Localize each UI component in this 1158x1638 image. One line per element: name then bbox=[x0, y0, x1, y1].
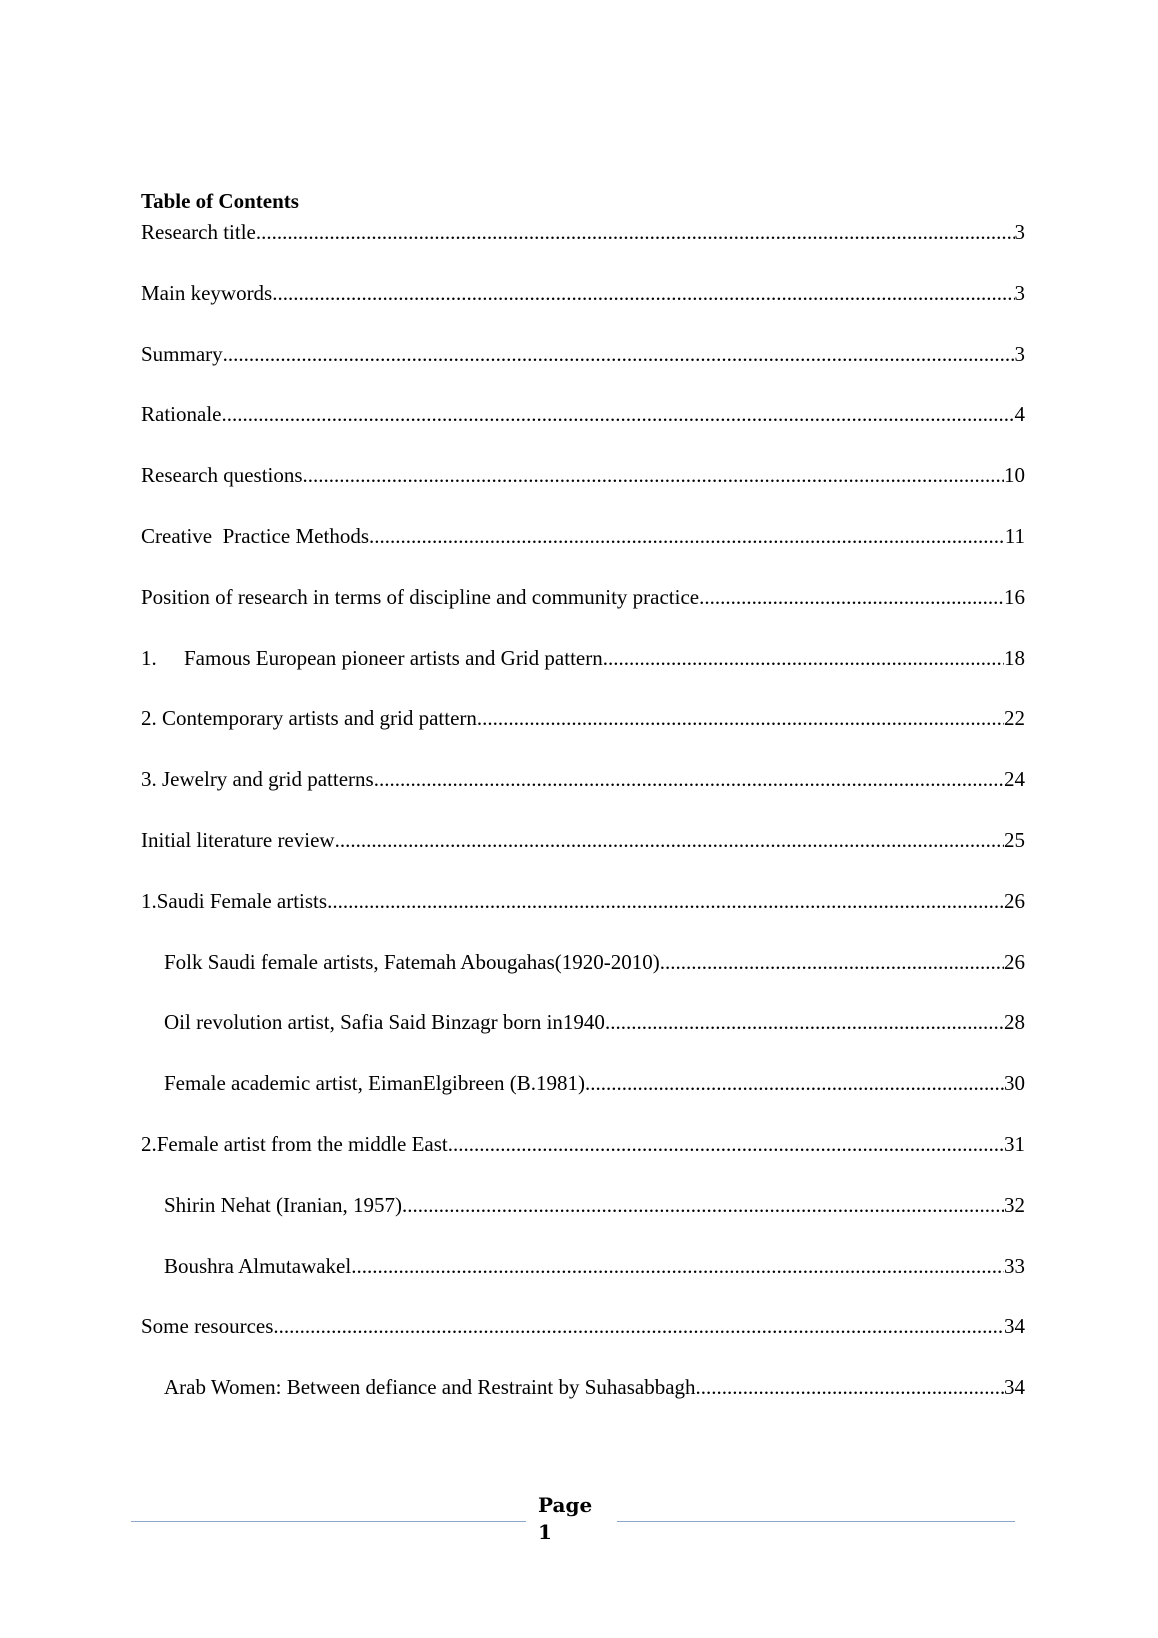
toc-entry[interactable] bbox=[164, 1007, 1025, 1037]
toc-entry[interactable] bbox=[141, 764, 1025, 794]
toc-entry[interactable] bbox=[141, 643, 1025, 673]
toc-entry[interactable] bbox=[141, 521, 1025, 551]
toc-entry[interactable] bbox=[164, 947, 1025, 977]
toc-entry-label: Rationale bbox=[141, 402, 222, 427]
toc-dot-leader bbox=[603, 643, 1004, 673]
toc-dot-leader bbox=[223, 339, 1015, 369]
toc-dot-leader bbox=[585, 1068, 1004, 1098]
toc-entry-page: 26 bbox=[1004, 888, 1025, 913]
toc-entry-page: 4 bbox=[1014, 402, 1025, 427]
toc-entry-page: 34 bbox=[1004, 1375, 1025, 1400]
toc-entry[interactable] bbox=[141, 582, 1025, 612]
footer-rule-right bbox=[617, 1521, 1015, 1522]
toc-entry-page: 22 bbox=[1004, 706, 1025, 731]
toc-entry-label: 1.Saudi Female artists bbox=[141, 888, 328, 913]
toc-entry[interactable] bbox=[141, 1129, 1025, 1159]
footer-page-number bbox=[538, 1492, 608, 1546]
toc-entry-label: Some resources bbox=[141, 1314, 274, 1339]
toc-entry[interactable] bbox=[141, 1311, 1025, 1341]
toc-entry-label: Research title bbox=[141, 220, 256, 244]
toc-entry-label: Folk Saudi female artists, Fatemah Abougahas(1920-2010) bbox=[164, 949, 660, 974]
toc-title: Table of Contents bbox=[141, 189, 299, 213]
toc-dot-leader bbox=[327, 886, 1004, 916]
toc-entry[interactable] bbox=[141, 278, 1025, 308]
toc-entry-label: Famous European pioneer artists and Grid pattern bbox=[184, 645, 603, 670]
toc-entry-label: Main keywords bbox=[141, 280, 273, 305]
toc-entry-page: 25 bbox=[1004, 828, 1025, 852]
toc-entry-page: 18 bbox=[1004, 645, 1025, 670]
toc-dot-leader bbox=[256, 217, 1015, 247]
toc-dot-leader bbox=[605, 1007, 1004, 1037]
toc-entry-page: 34 bbox=[1004, 1314, 1025, 1339]
toc-entry-page: 3 bbox=[1014, 341, 1025, 366]
toc-entry-label: Shirin Nehat (Iranian, 1957) bbox=[164, 1192, 402, 1217]
toc-entry[interactable] bbox=[164, 1068, 1025, 1098]
toc-entry[interactable] bbox=[141, 825, 1025, 855]
toc-entry-page: 3 bbox=[1014, 220, 1025, 244]
toc-entry[interactable] bbox=[141, 703, 1025, 733]
toc-dot-leader bbox=[351, 1251, 1004, 1281]
toc-dot-leader bbox=[369, 521, 1005, 551]
toc-entry-label: Oil revolution artist, Safia Said Binzagr born in1940 bbox=[164, 1010, 605, 1035]
toc-entry-label: Position of research in terms of discipline and community practice bbox=[141, 584, 700, 609]
toc-entry[interactable] bbox=[141, 886, 1025, 916]
toc-entry-number: 1. bbox=[141, 645, 157, 670]
toc-entry-page: 32 bbox=[1004, 1192, 1025, 1217]
toc-entry-label: Boushra Almutawakel bbox=[164, 1253, 352, 1278]
toc-entry-page: 11 bbox=[1004, 524, 1025, 548]
toc-entry-label: Arab Women: Between defiance and Restraint by Suhasabbagh bbox=[164, 1375, 696, 1400]
toc-dot-leader bbox=[402, 1190, 1004, 1220]
toc-entry-label: 2. Contemporary artists and grid pattern bbox=[141, 706, 477, 731]
toc-dot-leader bbox=[374, 764, 1004, 794]
toc-entry-page: 30 bbox=[1004, 1071, 1025, 1096]
toc-entry-page: 28 bbox=[1004, 1010, 1025, 1035]
toc-entry-label: Creative Practice Methods bbox=[141, 524, 370, 548]
toc-entry-page: 26 bbox=[1004, 949, 1025, 974]
toc-dot-leader bbox=[273, 1311, 1004, 1341]
toc-entry[interactable] bbox=[141, 217, 1025, 247]
toc-dot-leader bbox=[699, 582, 1004, 612]
toc-dot-leader bbox=[477, 703, 1004, 733]
toc-dot-leader bbox=[272, 278, 1014, 308]
toc-entry-label: 2.Female artist from the middle East bbox=[141, 1132, 448, 1156]
toc-entry-label: Initial literature review bbox=[141, 828, 335, 852]
toc-dot-leader bbox=[221, 399, 1014, 429]
toc-entry-page: 24 bbox=[1004, 767, 1025, 792]
footer-page-value: 1 bbox=[538, 1520, 552, 1544]
toc-entry-page: 10 bbox=[1004, 463, 1025, 488]
toc-entry[interactable] bbox=[164, 1190, 1025, 1220]
toc-entry[interactable] bbox=[164, 1372, 1025, 1402]
toc-entry-label: Female academic artist, EimanElgibreen (B.1981) bbox=[164, 1071, 586, 1096]
toc-entry-page: 3 bbox=[1014, 280, 1025, 305]
toc-entry-label: Summary bbox=[141, 341, 223, 366]
toc-dot-leader bbox=[660, 947, 1004, 977]
toc-entry-page: 31 bbox=[1004, 1132, 1025, 1156]
toc-entry-label: Research questions bbox=[141, 463, 303, 488]
footer-page-label: Page bbox=[538, 1493, 593, 1517]
toc-entry-page: 33 bbox=[1004, 1253, 1025, 1278]
toc-entry-page: 16 bbox=[1004, 584, 1025, 609]
toc-entry-label: 3. Jewelry and grid patterns bbox=[141, 767, 374, 792]
toc-entry[interactable] bbox=[141, 460, 1025, 490]
toc-entry[interactable] bbox=[141, 339, 1025, 369]
toc-dot-leader bbox=[448, 1129, 1004, 1159]
toc-dot-leader bbox=[335, 825, 1004, 855]
toc-entry[interactable] bbox=[141, 399, 1025, 429]
footer-rule-left bbox=[131, 1521, 526, 1522]
toc-dot-leader bbox=[303, 460, 1004, 490]
toc-entry[interactable] bbox=[164, 1251, 1025, 1281]
toc-dot-leader bbox=[696, 1372, 1004, 1402]
